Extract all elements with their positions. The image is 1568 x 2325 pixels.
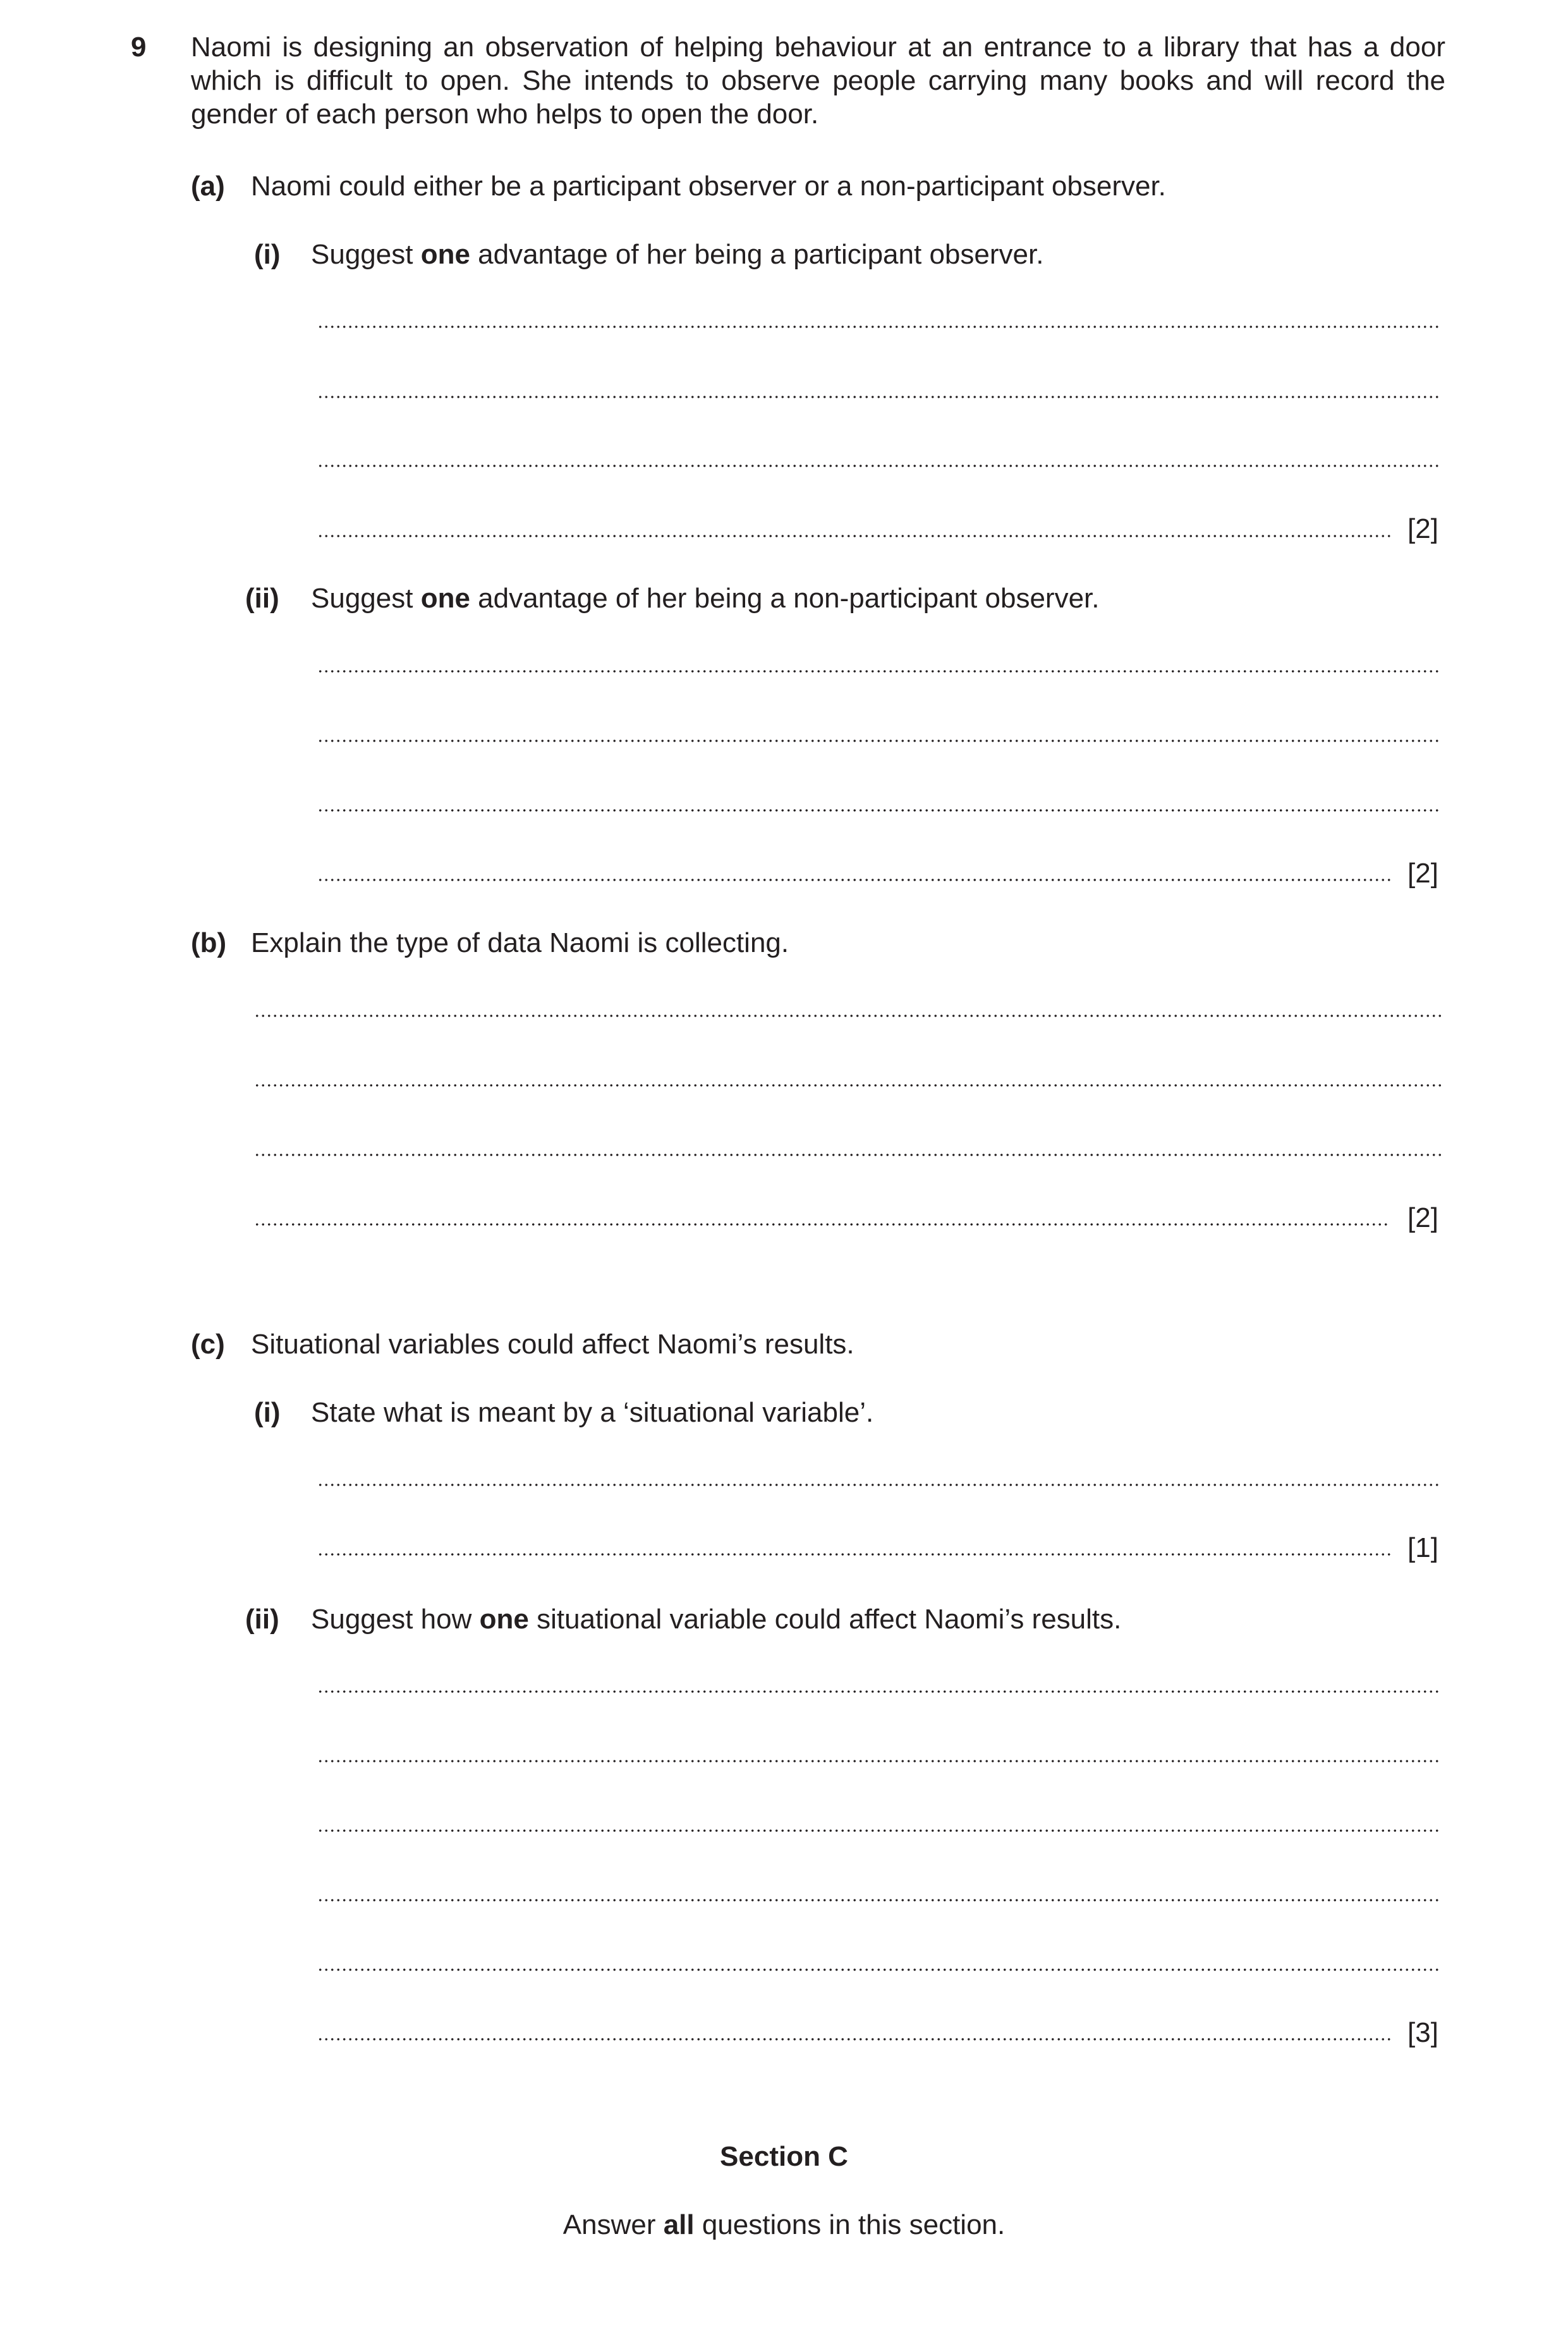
mark-allocation: [1] [1407, 1532, 1438, 1563]
question-stem [191, 30, 1445, 131]
section-instruction: Answer all questions in this section. [562, 2209, 1006, 2240]
answer-line[interactable] [317, 1759, 1441, 1764]
answer-line[interactable] [317, 1552, 1390, 1557]
part-a-label: (a) [191, 171, 225, 202]
mark-allocation: [3] [1407, 2017, 1438, 2048]
part-c-ii-text: Suggest how one situational variable could affect Naomi’s results. [311, 1604, 1122, 1635]
mark-allocation: [2] [1407, 513, 1438, 544]
answer-line[interactable] [317, 1689, 1441, 1694]
part-b-text: Explain the type of data Naomi is collecting. [251, 927, 789, 958]
answer-line[interactable] [317, 808, 1441, 813]
mark-allocation: [2] [1407, 1202, 1438, 1233]
answer-line[interactable] [317, 669, 1441, 674]
part-c-label: (c) [191, 1329, 225, 1360]
part-c-i-text: State what is meant by a ‘situational variable’. [311, 1397, 874, 1428]
answer-line[interactable] [317, 738, 1441, 743]
part-a-i-label: (i) [254, 239, 281, 270]
part-a-ii-text: Suggest one advantage of her being a non-participant observer. [311, 583, 1100, 614]
question-number: 9 [131, 32, 147, 63]
answer-line[interactable] [317, 2037, 1390, 2042]
answer-line[interactable] [254, 1152, 1441, 1157]
answer-line[interactable] [317, 1482, 1441, 1487]
answer-line[interactable] [254, 1222, 1390, 1227]
part-c-ii-label: (ii) [245, 1604, 279, 1635]
stem-line: gender of each person who helps to open the door. [191, 99, 819, 130]
part-a-text: Naomi could either be a participant observer or a non-participant observer. [251, 171, 1166, 202]
answer-line[interactable] [317, 534, 1390, 539]
part-c-text: Situational variables could affect Naomi’s results. [251, 1329, 854, 1360]
answer-line[interactable] [317, 324, 1441, 329]
part-c-i-label: (i) [254, 1397, 281, 1428]
answer-line[interactable] [254, 1013, 1441, 1018]
part-b-label: (b) [191, 927, 227, 958]
stem-line: which is difficult to open. She intends to observe people carrying many books and will record the [191, 65, 1445, 96]
mark-allocation: [2] [1407, 858, 1438, 889]
answer-line[interactable] [317, 1898, 1441, 1903]
answer-line[interactable] [317, 394, 1441, 400]
answer-line[interactable] [254, 1083, 1441, 1088]
part-a-ii-label: (ii) [245, 583, 279, 614]
stem-line: Naomi is designing an observation of helping behaviour at an entrance to a library that has a door [191, 32, 1445, 63]
answer-line[interactable] [317, 1828, 1441, 1833]
answer-line[interactable] [317, 877, 1390, 882]
part-a-i-text: Suggest one advantage of her being a participant observer. [311, 239, 1044, 270]
answer-line[interactable] [317, 1967, 1441, 1972]
section-title: Section C [720, 2141, 848, 2172]
answer-line[interactable] [317, 463, 1441, 468]
